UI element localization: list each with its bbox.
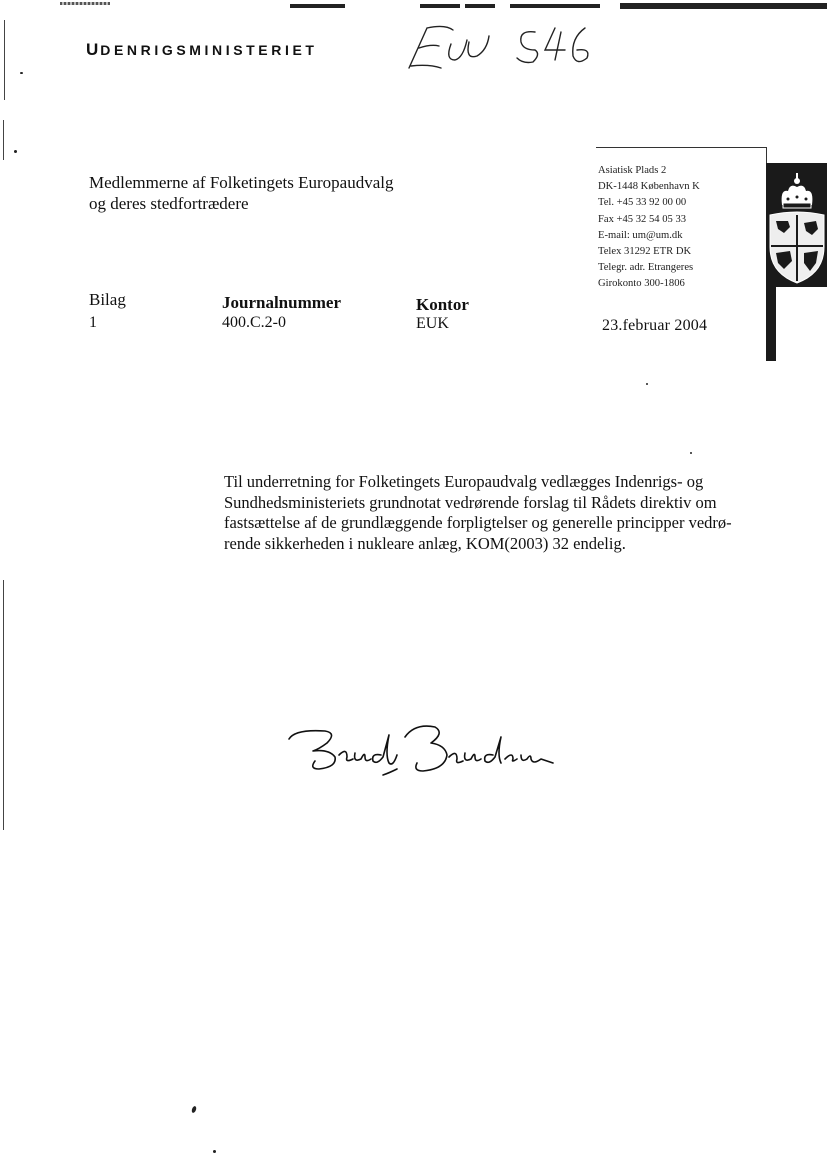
ministry-initial: U	[86, 40, 101, 59]
margin-mark	[4, 20, 5, 100]
ink-mark	[191, 1106, 197, 1114]
scan-artifact	[465, 4, 495, 8]
recipient-line: og deres stedfortrædere	[89, 194, 249, 213]
ministry-name-rest: DENRIGSMINISTERIET	[100, 42, 318, 58]
body-line: fastsættelse af de grundlæggende forpligtelser og generelle principper vedrø-	[224, 513, 732, 532]
address-line: E-mail: um@um.dk	[598, 229, 683, 241]
address-line: DK-1448 København K	[598, 181, 700, 193]
ink-mark	[213, 1150, 216, 1153]
body-line: rende sikkerheden i nukleare anlæg, KOM(2003) 32 endelig.	[224, 533, 626, 553]
body-line: Sundhedsministeriets grundnotat vedrørende forslag til Rådets direktiv om	[224, 492, 717, 512]
journal-label: Journalnummer	[222, 293, 341, 312]
scan-artifact	[290, 4, 345, 8]
address-line: Telex 31292 ETR DK	[598, 246, 692, 258]
body-line: Til underretning for Folketingets Europaudvalg vedlægges Indenrigs- og	[224, 472, 704, 491]
recipient-block	[89, 172, 394, 214]
address-line: Fax +45 32 54 05 33	[598, 213, 687, 225]
letter-body	[224, 472, 784, 554]
margin-mark	[3, 120, 4, 160]
journal-value: 400.C.2-0	[222, 314, 286, 331]
address-line: Telegr. adr. Etrangeres	[598, 262, 694, 274]
recipient-line: Medlemmerne af Folketingets Europaudvalg	[89, 173, 394, 192]
scan-artifact	[510, 4, 600, 8]
letter-date: 23.februar 2004	[602, 317, 708, 334]
bilag-value: 1	[89, 314, 97, 331]
handwritten-reference	[405, 20, 595, 74]
address-line: Tel. +45 33 92 00 00	[598, 197, 687, 209]
speck	[14, 150, 17, 153]
scan-artifact	[60, 2, 110, 5]
address-rule	[596, 147, 766, 148]
margin-mark	[3, 580, 4, 830]
address-line: Girokonto 300-1806	[598, 278, 685, 290]
speck	[690, 452, 692, 454]
speck	[646, 383, 648, 385]
address-line: Asiatisk Plads 2	[598, 165, 667, 176]
speck	[20, 72, 23, 74]
bilag-label: Bilag	[89, 290, 126, 309]
scan-artifact	[420, 4, 460, 8]
kontor-label: Kontor	[416, 295, 469, 314]
signature	[285, 715, 565, 785]
royal-crest-icon	[766, 163, 827, 361]
address-block	[598, 163, 700, 293]
ministry-name	[86, 40, 318, 60]
kontor-value: EUK	[416, 315, 449, 332]
scan-artifact	[620, 3, 827, 9]
